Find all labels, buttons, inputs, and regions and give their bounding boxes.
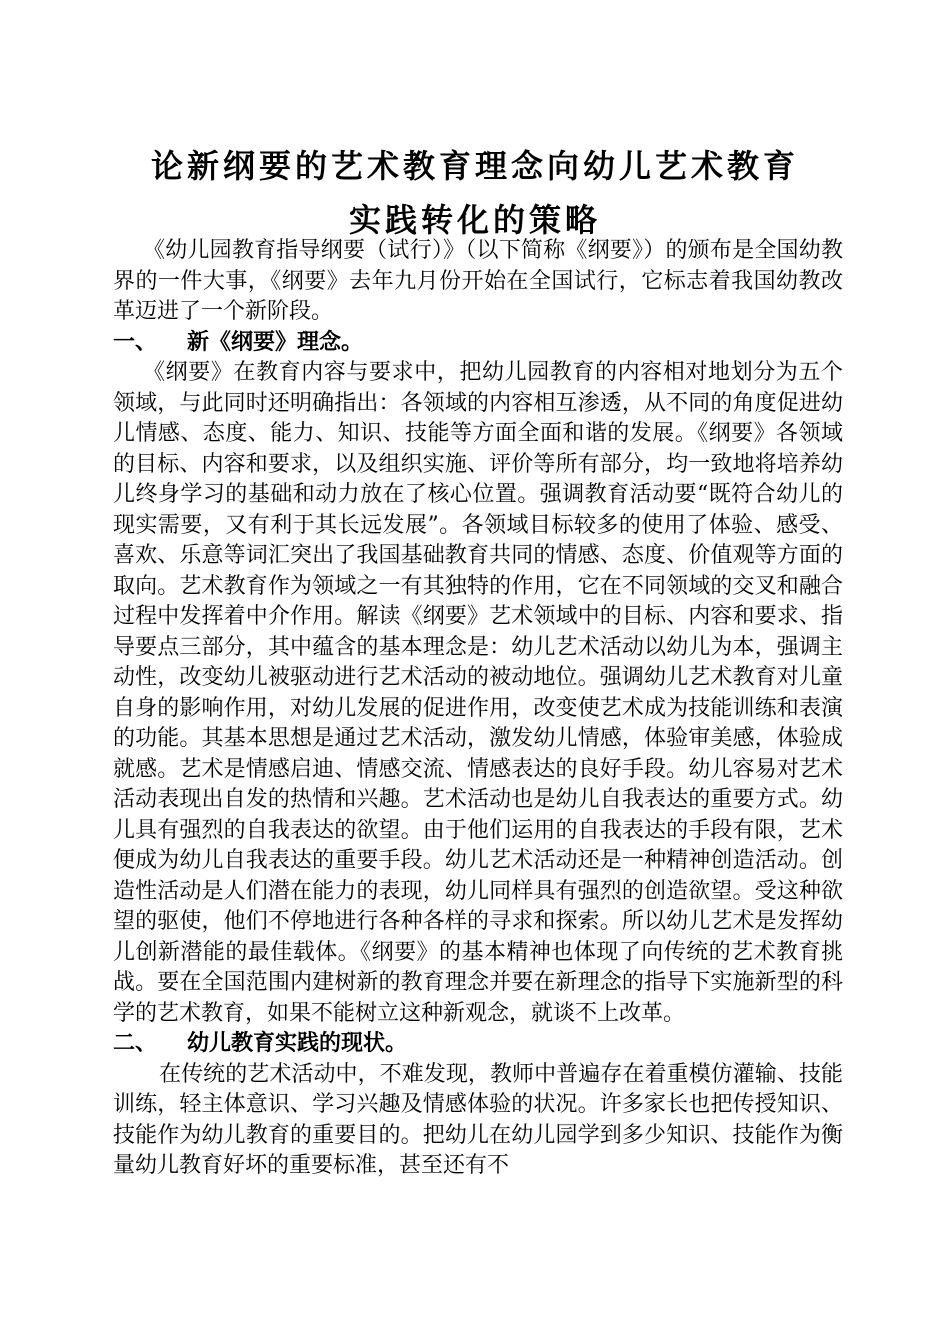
section-2-heading	[113, 1029, 843, 1060]
section-1-heading	[113, 328, 843, 359]
section-1-heading-text: 新《纲要》理念。	[187, 329, 364, 355]
section-2-number: 二、	[113, 1031, 158, 1056]
section-1-number: 一、	[113, 329, 158, 355]
intro-paragraph: 《幼儿园教育指导纲要（试行）》（以下简称《纲要》）的颁布是全国幼教界的一件大事，《纲要》去年九月份开始在全国试行，它标志着我国幼教改革迈进了一个新阶段。	[113, 238, 843, 324]
section-2-paragraph: 在传统的艺术活动中，不难发现，教师中普遍存在着重模仿灌输、技能训练，轻主体意识、学习兴趣及情感体验的状况。许多家长也把传授知识、技能作为幼儿教育的重要目的。把幼儿在幼儿园学到多少知识、技能作为衡量幼儿教育好坏的重要标准，甚至还有不	[113, 1061, 843, 1178]
document-title-line-2: 实践转化的策略	[348, 201, 601, 239]
document-body	[113, 236, 843, 1182]
document-title-line-1: 论新纲要的艺术教育理念向幼儿艺术教育	[150, 147, 799, 185]
section-1-paragraph: 《纲要》在教育内容与要求中，把幼儿园教育的内容相对地划分为五个领域，与此同时还明确指出：各领域的内容相互渗透，从不同的角度促进幼儿情感、态度、能力、知识、技能等方面全面和谐的发展。《纲要》各领域的目标、内容和要求，以及组织实施、评价等所有部分，均一致地将培养幼儿终身学习的基础和动力放在了核心位置。强调教育活动要“既符合幼儿的现实需要，又有利于其长远发展”。各领域目标较多的使用了体验、感受、喜欢、乐意等词汇突出了我国基础教育共同的情感、态度、价值观等方面的取向。艺术教育作为领域之一有其独特的作用，它在不同领域的交叉和融合过程中发挥着中介作用。解读《纲要》艺术领域中的目标、内容和要求、指导要点三部分，其中蕴含的基本理念是：幼儿艺术活动以幼儿为本，强调主动性，改变幼儿被驱动进行艺术活动的被动地位。强调幼儿艺术教育对儿童自身的影响作用，对幼儿发展的促进作用，改变使艺术成为技能训练和表演的功能。其基本思想是通过艺术活动，激发幼儿情感，体验审美感，体验成就感。艺术是情感启迪、情感交流、情感表达的良好手段。幼儿容易对艺术活动表现出自发的热情和兴趣。艺术活动也是幼儿自我表达的重要方式。幼儿具有强烈的自我表达的欲望。由于他们运用的自我表达的手段有限，艺术便成为幼儿自我表达的重要手段。幼儿艺术活动还是一种精神创造活动。创造性活动是人们潜在能力的表现，幼儿同样具有强烈的创造欲望。受这种欲望的驱使，他们不停地进行各种各样的寻求和探索。所以幼儿艺术是发挥幼儿创新潜能的最佳载体。《纲要》的基本精神也体现了向传统的艺术教育挑战。要在全国范围内建树新的教育理念并要在新理念的指导下实施新型的科学的艺术教育，如果不能树立这种新观念，就谈不上改革。	[113, 360, 843, 1026]
section-2-heading-text: 幼儿教育实践的现状。	[187, 1031, 408, 1056]
